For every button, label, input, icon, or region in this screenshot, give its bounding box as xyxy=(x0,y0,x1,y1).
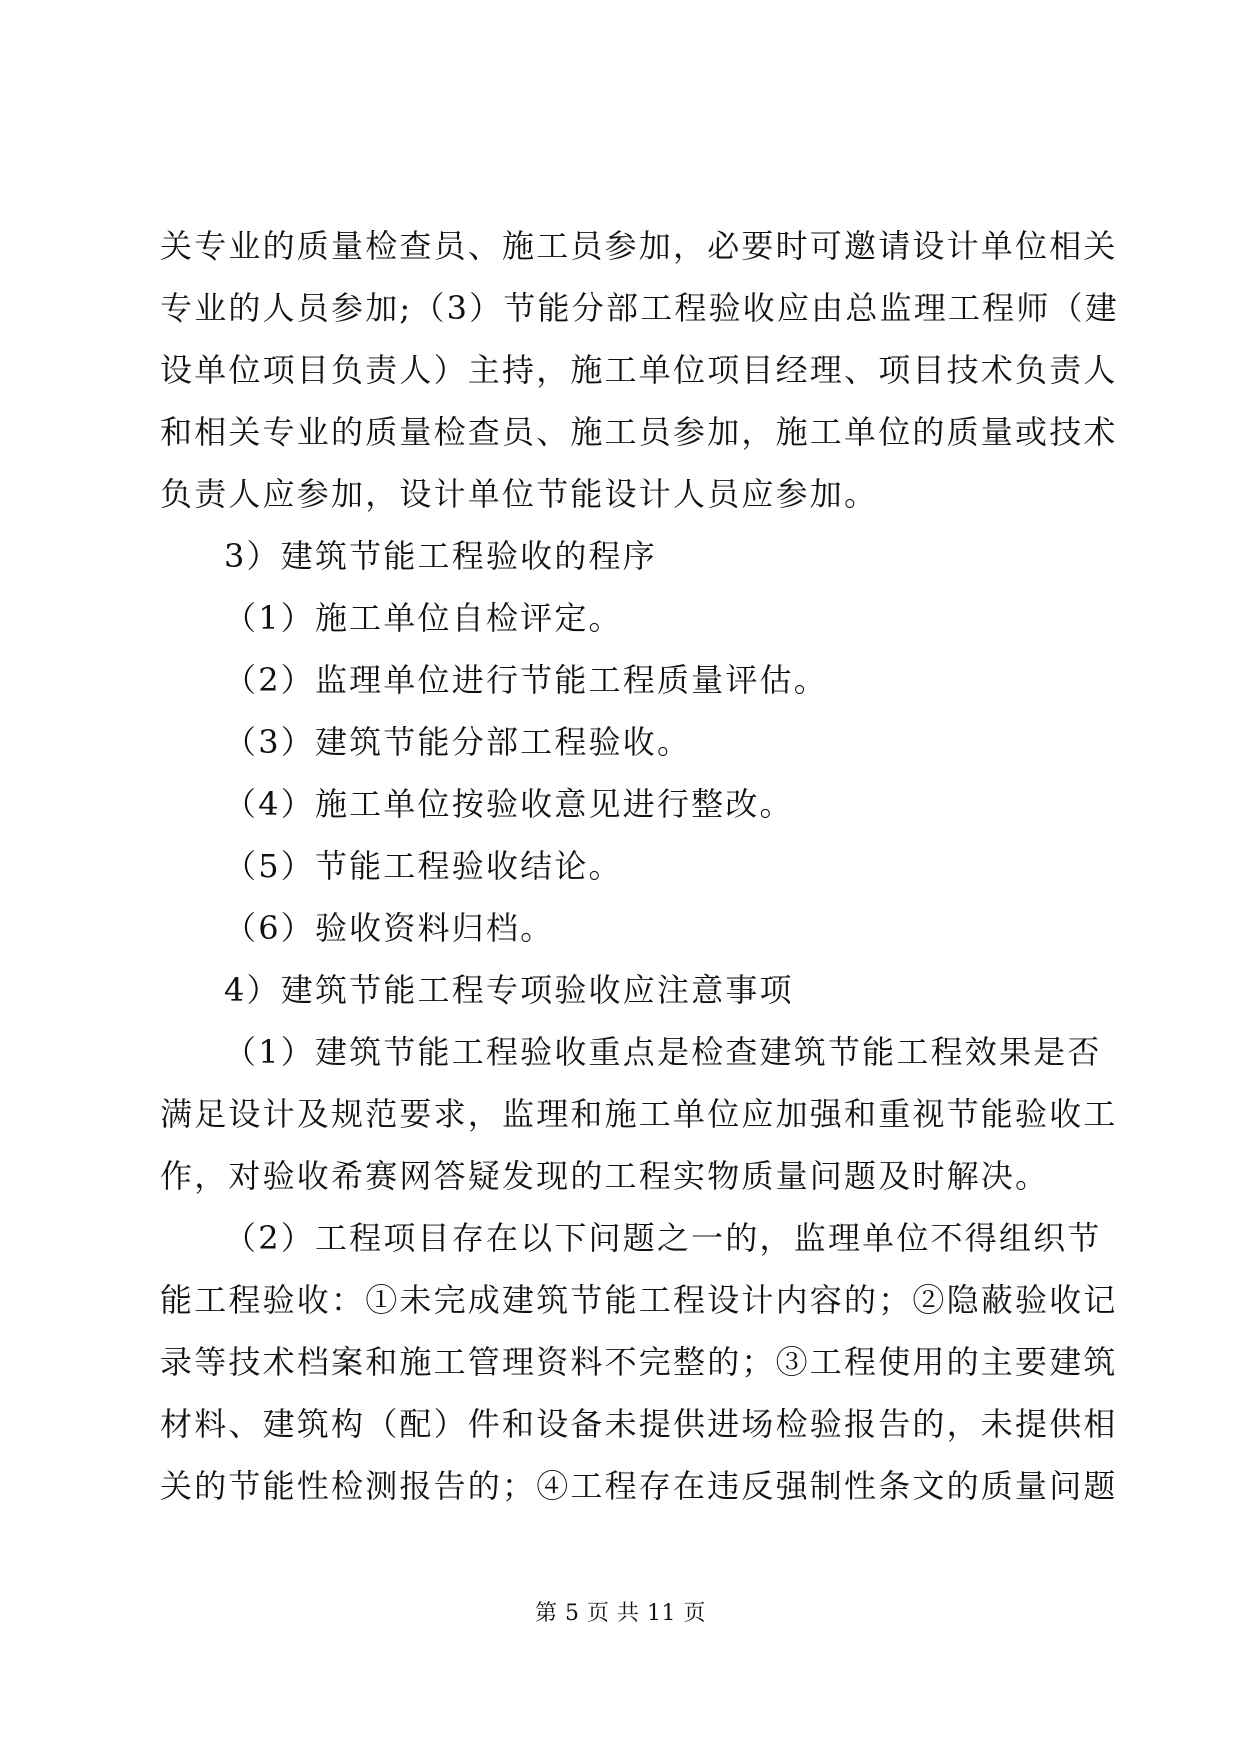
procedure-step-5: （5）节能工程验收结论。 xyxy=(224,847,623,885)
note-1-line-2: 满足设计及规范要求，监理和施工单位应加强和重视节能验收工 xyxy=(160,1095,1118,1133)
procedure-step-6: （6）验收资料归档。 xyxy=(224,909,555,947)
note-2-line-1: （2）工程项目存在以下问题之一的，监理单位不得组织节 xyxy=(224,1219,1102,1257)
paragraph-line-4: 和相关专业的质量检查员、施工员参加，施工单位的质量或技术 xyxy=(160,413,1118,451)
note-2-line-5: 关的节能性检测报告的；④工程存在违反强制性条文的质量问题 xyxy=(160,1467,1118,1505)
note-1-line-3: 作，对验收希赛网答疑发现的工程实物质量问题及时解决。 xyxy=(160,1157,1050,1195)
paragraph-line-1: 关专业的质量检查员、施工员参加，必要时可邀请设计单位相关 xyxy=(160,227,1118,265)
section-heading-4: 4）建筑节能工程专项验收应注意事项 xyxy=(224,971,794,1009)
procedure-step-3: （3）建筑节能分部工程验收。 xyxy=(224,723,692,761)
paragraph-line-5: 负责人应参加，设计单位节能设计人员应参加。 xyxy=(160,475,879,513)
note-1-line-1: （1）建筑节能工程验收重点是检查建筑节能工程效果是否 xyxy=(224,1033,1102,1071)
procedure-step-1: （1）施工单位自检评定。 xyxy=(224,599,623,637)
note-2-line-3: 录等技术档案和施工管理资料不完整的；③工程使用的主要建筑 xyxy=(160,1343,1118,1381)
document-body xyxy=(160,227,1119,1530)
procedure-step-2: （2）监理单位进行节能工程质量评估。 xyxy=(224,661,828,699)
paragraph-line-3: 设单位项目负责人）主持，施工单位项目经理、项目技术负责人 xyxy=(160,351,1118,389)
paragraph-line-2: 专业的人员参加;（3）节能分部工程验收应由总监理工程师（建 xyxy=(160,289,1119,327)
page-footer: 第 5 页 共 11 页 xyxy=(535,1601,706,1626)
section-heading-3: 3）建筑节能工程验收的程序 xyxy=(224,537,657,575)
note-2-line-2: 能工程验收：①未完成建筑节能工程设计内容的；②隐蔽验收记 xyxy=(160,1281,1118,1319)
procedure-step-4: （4）施工单位按验收意见进行整改。 xyxy=(224,785,794,823)
note-2-line-4: 材料、建筑构（配）件和设备未提供进场检验报告的，未提供相 xyxy=(160,1405,1118,1443)
